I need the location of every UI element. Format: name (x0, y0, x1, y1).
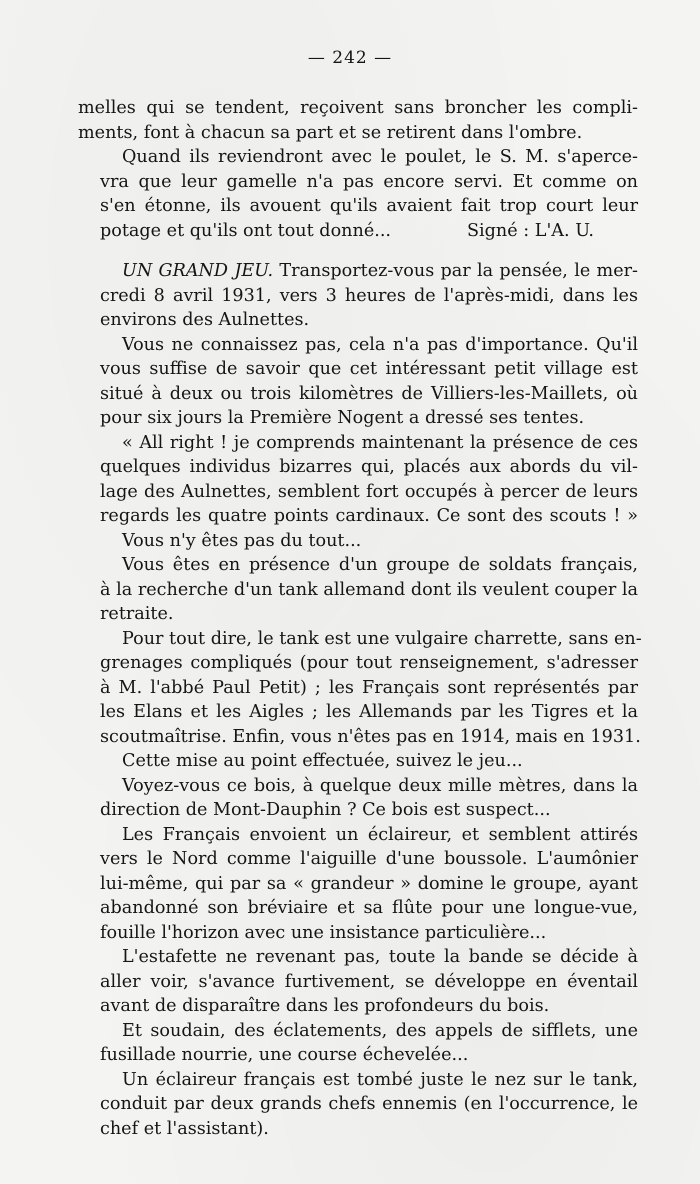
paragraph (78, 259, 638, 333)
text-line: chef et l'assistant). (100, 1118, 269, 1139)
text-line: Quand ils reviendront avec le poulet, le S. M. s'aperce- (122, 147, 638, 167)
text-line: Et soudain, des éclatements, des appels de sifflets, une (122, 1020, 638, 1041)
paragraph (78, 945, 638, 1019)
text-line: melles qui se tendent, reçoivent sans broncher les compli- (78, 98, 638, 118)
text-line: Vous êtes en présence d'un groupe de soldats français, (122, 555, 638, 575)
text-line: Les Français envoient un éclaireur, et semblent attirés (122, 824, 638, 845)
text-line: vra que leur gamelle n'a pas encore servi. Et comme on (100, 171, 638, 192)
text-line: fouille l'horizon avec une insistance particulière... (100, 922, 547, 943)
text-line: vous suffise de savoir que cet intéressant petit village est (100, 359, 638, 379)
text-line: s'en étonne, ils avouent qu'ils avaient fait trop court leur (100, 196, 638, 216)
text-span: Transportez-vous par la pensée, le mer- (273, 261, 638, 281)
text-line: Vous ne connaissez pas, cela n'a pas d'importance. Qu'il (122, 334, 638, 355)
text-line: potage et qu'ils ont tout donné... (100, 220, 392, 241)
paragraph (78, 529, 638, 554)
text-line: vers le Nord comme l'aiguille d'une boussole. L'aumônier (100, 849, 638, 869)
text-line: lui-même, qui par sa « grandeur » domine le groupe, ayant (100, 873, 638, 894)
page-number: — 242 — (307, 48, 393, 68)
text-line: L'estafette ne revenant pas, toute la bande se décide à (122, 947, 638, 967)
text-line: regards les quatre points cardinaux. Ce sont des scouts ! » (100, 506, 638, 526)
text-line: ments, font à chacun sa part et se retirent dans l'ombre. (78, 122, 583, 143)
text-line: Un éclaireur français est tombé juste le nez sur le tank, (122, 1069, 638, 1090)
section-gap (78, 243, 638, 259)
text-line: « All right ! je comprends maintenant la présence de ces (122, 432, 638, 453)
text-line: pour six jours la Première Nogent a dressé ses tentes. (100, 408, 585, 428)
paragraph (78, 145, 638, 243)
text-line: direction de Mont-Dauphin ? Ce bois est suspect... (100, 800, 551, 820)
text-line: scoutmaîtrise. Enfin, vous n'êtes pas en 1914, mais en 1931. (100, 726, 641, 747)
text-line: credi 8 avril 1931, vers 3 heures de l'après-midi, dans les (100, 285, 638, 306)
text-line (78, 259, 638, 284)
text-line: Pour tout dire, le tank est une vulgaire charrette, sans en- (122, 628, 642, 649)
text-line: aller voir, s'avance furtivement, se développe en éventail (100, 971, 638, 992)
body-text (78, 96, 642, 1141)
signature-line (78, 219, 638, 244)
text-line: Vous n'y êtes pas du tout... (122, 530, 362, 551)
text-line: avant de disparaître dans les profondeurs du bois. (100, 996, 550, 1016)
text-line: les Elans et les Aigles ; les Allemands par les Tigres et la (100, 702, 638, 722)
text-line: Voyez-vous ce bois, à quelque deux mille mètres, dans la (122, 775, 638, 796)
text-line: conduit par deux grands chefs ennemis (en l'occurrence, le (100, 1094, 638, 1114)
text-line: grenages compliqués (pour tout renseignement, s'adresser (100, 653, 638, 673)
paragraph (78, 96, 638, 145)
paragraph (78, 431, 638, 529)
text-line: environs des Aulnettes. (100, 310, 310, 330)
text-line: à la recherche d'un tank allemand dont ils veulent couper la (100, 579, 638, 600)
paragraph (78, 774, 638, 823)
text-line: Cette mise au point effectuée, suivez le jeu... (122, 751, 523, 771)
text-line: situé à deux ou trois kilomètres de Villiers-les-Maillets, où (100, 383, 638, 404)
text-line: lage des Aulnettes, semblent fort occupés à percer de leurs (100, 481, 638, 502)
paragraph (78, 823, 638, 946)
text-line: abandonné son bréviaire et sa flûte pour une longue-vue, (100, 898, 638, 918)
paragraph (78, 749, 638, 774)
paragraph (78, 333, 638, 431)
text-line: quelques individus bizarres qui, placés aux abords du vil- (100, 457, 638, 477)
paragraph (78, 627, 642, 750)
section-heading: UN GRAND JEU. (122, 261, 274, 281)
signature: Signé : L'A. U. (466, 220, 594, 241)
text-line: retraite. (100, 604, 174, 624)
paragraph (78, 1019, 638, 1068)
paragraph (78, 553, 638, 627)
text-line: à M. l'abbé Paul Petit) ; les Français sont représentés par (100, 677, 638, 698)
paragraph (78, 1068, 638, 1142)
text-line: fusillade nourrie, une course échevelée... (100, 1045, 469, 1065)
